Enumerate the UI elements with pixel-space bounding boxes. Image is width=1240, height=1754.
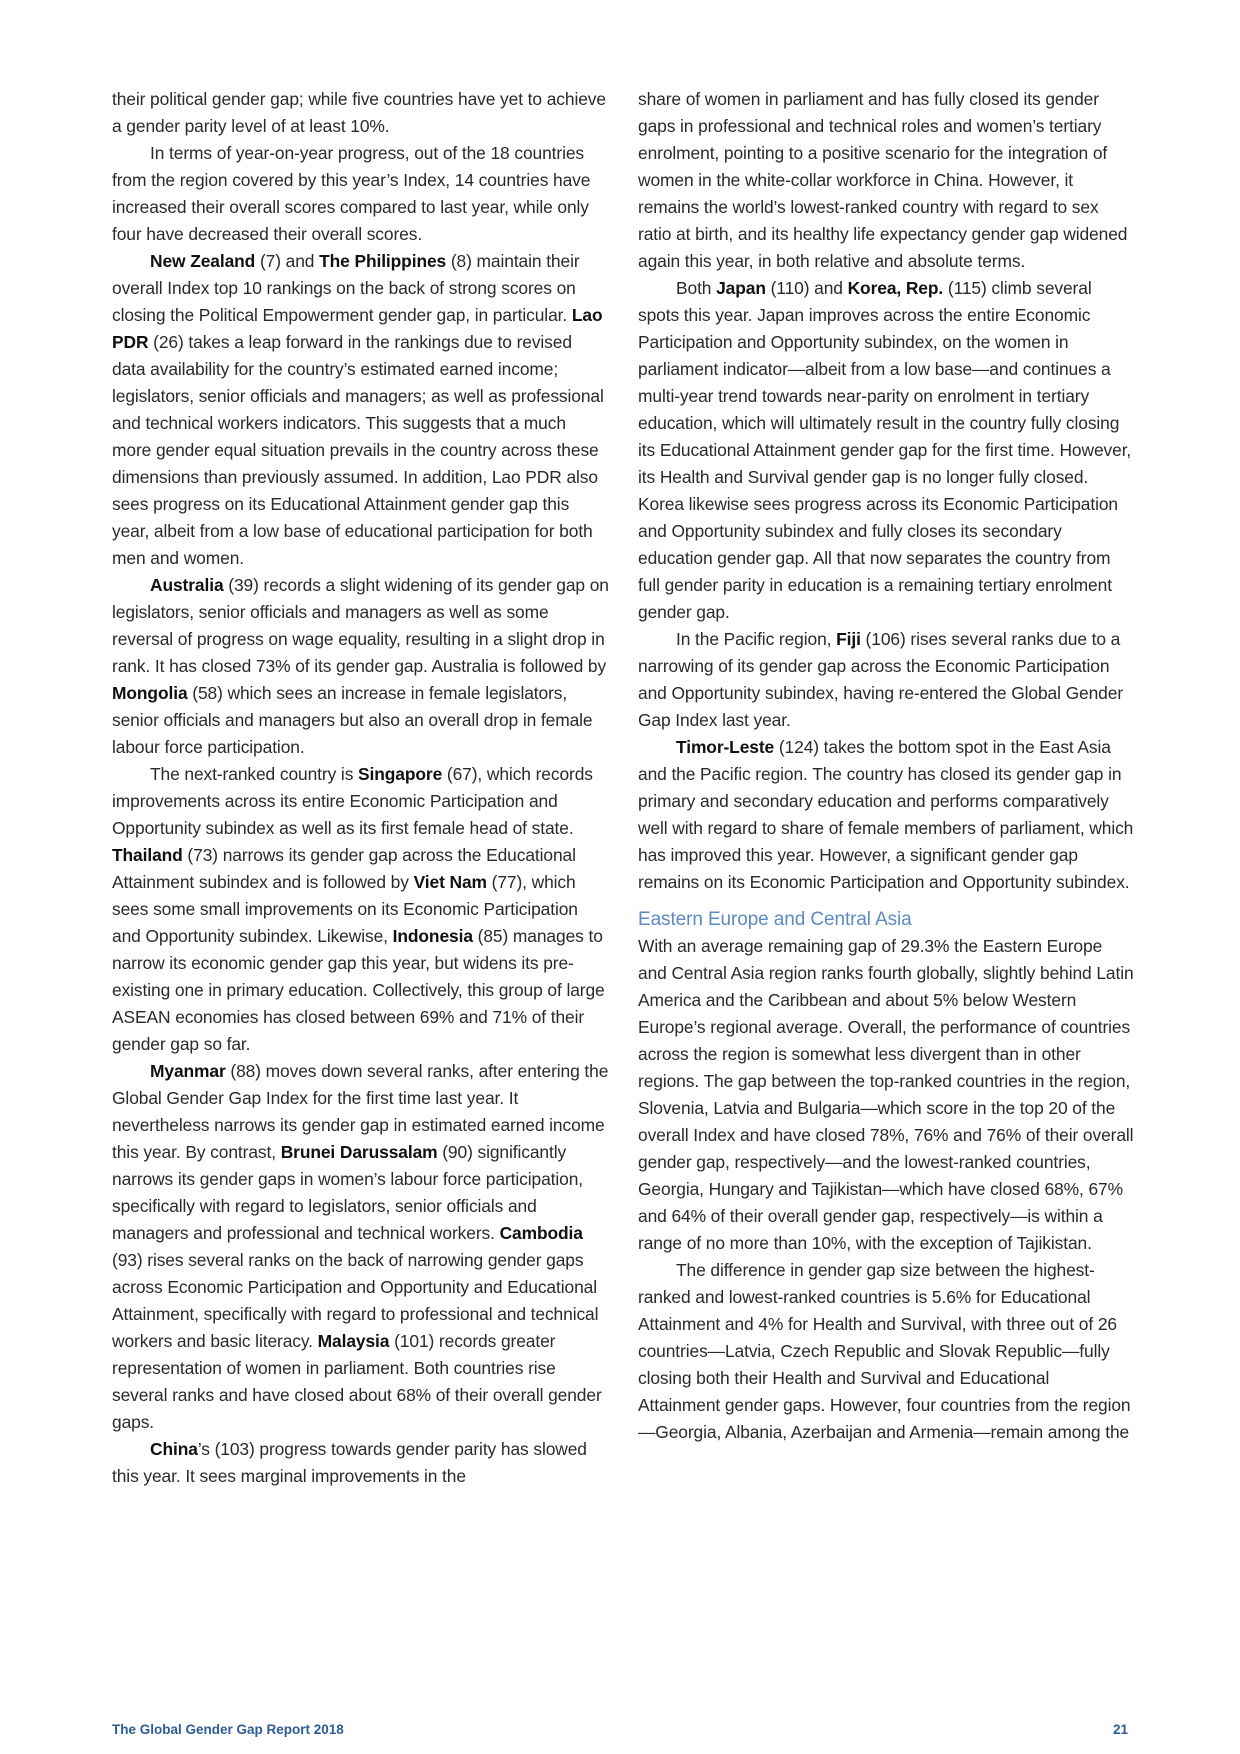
text: (115) climb several spots this year. Japan improves across the entire Economic Participation and Opportunity subindex, on the women in parliament indicator—albeit from a low base—and continues a multi-year trend towards near-parity on enrolment in tertiary education, which will ultimately result in the country fully closing its Educational Attainment gender gap for the first time. However, its Health and Survival gender gap is no longer fully closed. Korea likewise sees progress across its Economic Participation and Opportunity subindex and fully closes its secondary education gender gap. All that now separates the country from full gender parity in education is a remaining tertiary enrolment gender gap. bbox=[638, 278, 1132, 622]
paragraph bbox=[112, 572, 609, 761]
text: (101) records greater representation of women in parliament. Both countries rise several ranks and have closed about 68% of their overall gender gaps. bbox=[112, 1331, 602, 1432]
text: ’s (103) progress towards gender parity has slowed this year. It sees marginal improvements in the bbox=[112, 1439, 587, 1486]
country-name: Viet Nam bbox=[413, 872, 487, 892]
paragraph: share of women in parliament and has fully closed its gender gaps in professional and technical roles and women’s tertiary enrolment, pointing to a positive scenario for the integration of women in the white-collar workforce in China. However, it remains the world’s lowest-ranked country with regard to sex ratio at birth, and its healthy life expectancy gender gap widened again this year, in both relative and absolute terms. bbox=[638, 89, 1128, 271]
right-column bbox=[638, 86, 1135, 1446]
country-name: China bbox=[150, 1439, 198, 1459]
country-name: Lao PDR bbox=[112, 305, 603, 352]
paragraph: In terms of year-on-year progress, out of the 18 countries from the region covered by this year’s Index, 14 countries have increased their overall scores compared to last year, while only four have decreased their overall scores. bbox=[112, 143, 591, 244]
text: (93) rises several ranks on the back of narrowing gender gaps across Economic Participation and Opportunity and Educational Attainment, specifically with regard to professional and technical workers and basic literacy. bbox=[112, 1250, 599, 1351]
text: (73) narrows its gender gap across the Educational Attainment subindex and is followed by bbox=[112, 845, 576, 892]
text: (90) significantly narrows its gender gaps in women’s labour force participation, specifically with regard to legislators, senior officials and managers and professional and technical workers. bbox=[112, 1142, 584, 1243]
text: Both bbox=[676, 278, 717, 298]
country-name: Timor-Leste bbox=[676, 737, 775, 757]
paragraph: With an average remaining gap of 29.3% the Eastern Europe and Central Asia region ranks fourth globally, slightly behind Latin America and the Caribbean and about 5% below Western Europe’s regional average. Overall, the performance of countries across the region is somewhat less divergent than in other regions. The gap between the top-ranked countries in the region, Slovenia, Latvia and Bulgaria—which score in the top 20 of the overall Index and have closed 78%, 76% and 76% of their overall gender gap, respectively—and the lowest-ranked countries, Georgia, Hungary and Tajikistan—which have closed 68%, 67% and 64% of their overall gender gap, respectively—is within a range of no more than 10%, with the exception of Tajikistan. bbox=[638, 936, 1134, 1253]
text: (7) and bbox=[255, 251, 320, 271]
paragraph: The difference in gender gap size between the highest-ranked and lowest-ranked countries is 5.6% for Educational Attainment and 4% for Health and Survival, with three out of 26 countries—Latvia, Czech Republic and Slovak Republic—fully closing both their Health and Survival and Educational Attainment gender gaps. However, four countries from the region—Georgia, Albania, Azerbaijan and Armenia—remain among the bbox=[638, 1260, 1131, 1442]
text: (58) which sees an increase in female legislators, senior officials and managers but also an overall drop in female labour force participation. bbox=[112, 683, 593, 757]
country-name: Mongolia bbox=[112, 683, 188, 703]
paragraph bbox=[112, 761, 609, 1058]
text: (39) records a slight widening of its gender gap on legislators, senior officials and managers as well as some reversal of progress on wage equality, resulting in a slight drop in rank. It has closed 73% of its gender gap. Australia is followed by bbox=[112, 575, 609, 676]
country-name: Fiji bbox=[836, 629, 861, 649]
paragraph bbox=[638, 734, 1135, 896]
country-name: Indonesia bbox=[392, 926, 473, 946]
text: (88) moves down several ranks, after entering the Global Gender Gap Index for the first time last year. It nevertheless narrows its gender gap in estimated earned income this year. By contrast, bbox=[112, 1061, 609, 1162]
country-name: Singapore bbox=[358, 764, 443, 784]
text: (124) takes the bottom spot in the East Asia and the Pacific region. The country has closed its gender gap in primary and secondary education and performs comparatively well with regard to share of female members of parliament, which has improved this year. However, a significant gender gap remains on its Economic Participation and Opportunity subindex. bbox=[638, 737, 1134, 892]
paragraph bbox=[112, 248, 609, 572]
paragraph bbox=[638, 626, 1135, 734]
footer-report-title: The Global Gender Gap Report 2018 bbox=[112, 1722, 344, 1737]
country-name: Cambodia bbox=[499, 1223, 583, 1243]
country-name: Brunei Darussalam bbox=[280, 1142, 438, 1162]
paragraph bbox=[638, 275, 1135, 626]
text: The next-ranked country is bbox=[150, 764, 359, 784]
section-heading: Eastern Europe and Central Asia bbox=[638, 909, 912, 930]
country-name: Japan bbox=[716, 278, 766, 298]
page-number: 21 bbox=[1112, 1722, 1128, 1737]
country-name: Australia bbox=[150, 575, 224, 595]
country-name: The Philippines bbox=[319, 251, 447, 271]
country-name: Korea, Rep. bbox=[847, 278, 944, 298]
paragraph bbox=[112, 1058, 609, 1436]
text: (77), which sees some small improvements on its Economic Participation and Opportunity subindex. Likewise, bbox=[112, 872, 578, 946]
text: (106) rises several ranks due to a narrowing of its gender gap across the Economic Participation and Opportunity subindex, having re-entered the Global Gender Gap Index last year. bbox=[638, 629, 1124, 730]
text: (8) maintain their overall Index top 10 rankings on the back of strong scores on closing the Political Empowerment gender gap, in particular. bbox=[112, 251, 580, 325]
country-name: Thailand bbox=[112, 845, 183, 865]
country-name: New Zealand bbox=[150, 251, 256, 271]
country-name: Malaysia bbox=[317, 1331, 390, 1351]
paragraph: their political gender gap; while five countries have yet to achieve a gender parity level of at least 10%. bbox=[112, 89, 606, 136]
text: (26) takes a leap forward in the rankings due to revised data availability for the country’s estimated earned income; legislators, senior officials and managers; as well as professional and technical workers indicators. This suggests that a much more gender equal situation prevails in the country across these dimensions than previously assumed. In addition, Lao PDR also sees progress on its Educational Attainment gender gap this year, albeit from a low base of educational participation for both men and women. bbox=[112, 332, 604, 568]
text: (110) and bbox=[765, 278, 848, 298]
text: (85) manages to narrow its economic gender gap this year, but widens its pre-existing one in primary education. Collectively, this group of large ASEAN economies has closed between 69% and 71% of their gender gap so far. bbox=[112, 926, 605, 1054]
text: In the Pacific region, bbox=[676, 629, 837, 649]
text: (67), which records improvements across its entire Economic Participation and Opportunity subindex as well as its first female head of state. bbox=[112, 764, 593, 838]
country-name: Myanmar bbox=[150, 1061, 226, 1081]
left-column bbox=[112, 86, 609, 1490]
paragraph bbox=[112, 1436, 609, 1490]
